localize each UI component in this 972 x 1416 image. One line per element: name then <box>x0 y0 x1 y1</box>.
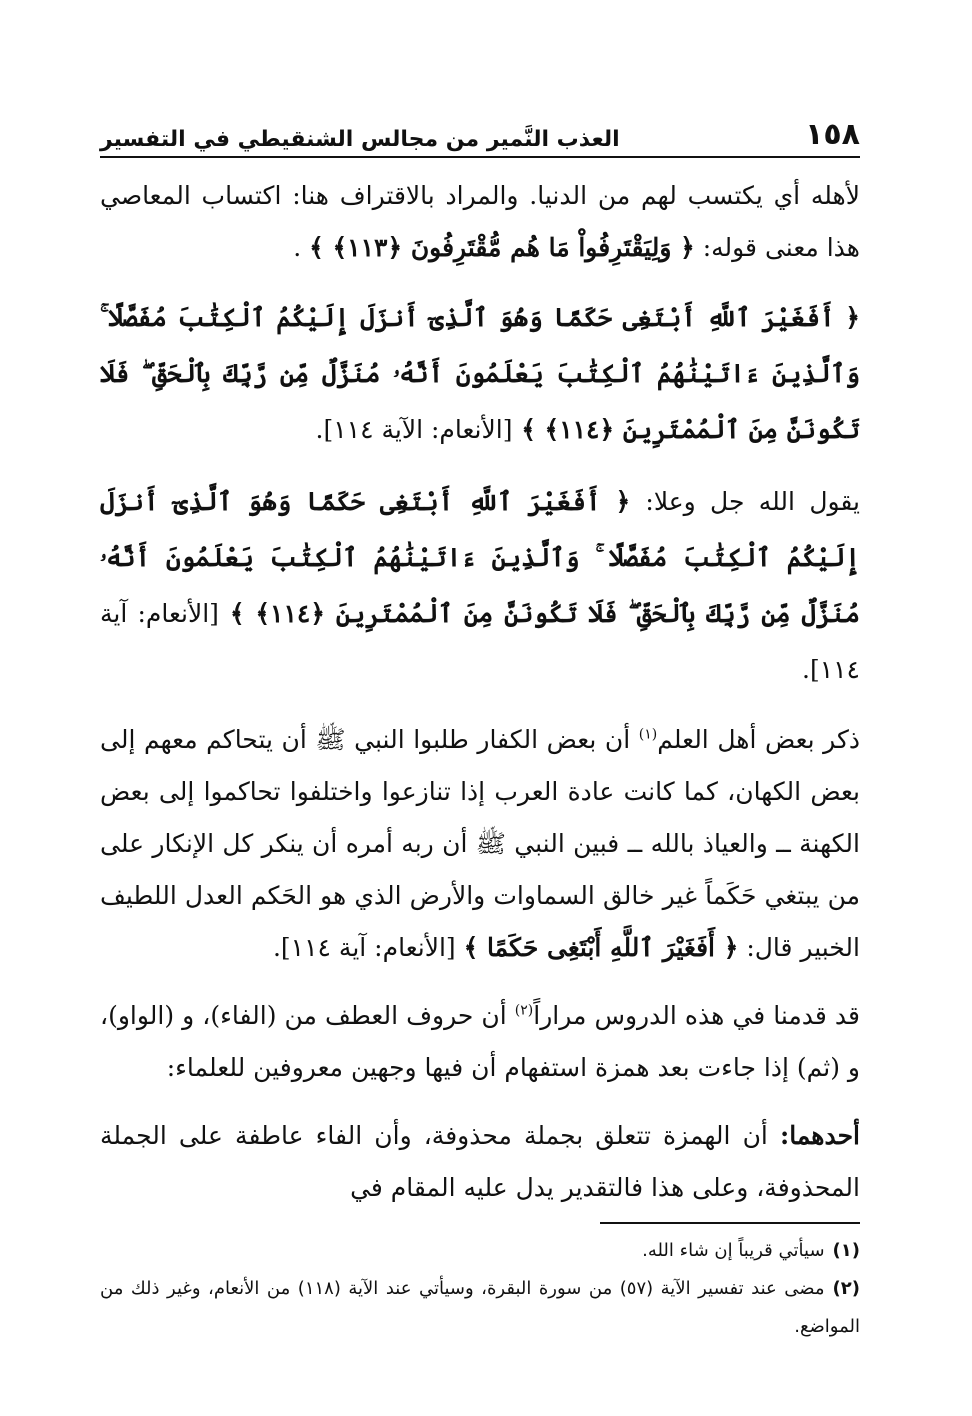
paragraph-4 <box>100 714 860 974</box>
paragraph-6 <box>100 1110 860 1214</box>
running-header <box>100 100 860 158</box>
paragraph-1-end: . <box>293 233 302 262</box>
paragraph-5-text-a: قد قدمنا في هذه الدروس مراراً <box>533 1001 860 1030</box>
paragraph-6-text: أن الهمزة تتعلق بجملة محذوفة، وأن الفاء عاطفة على الجملة المحذوفة، وعلى هذا فالتقدير يدل عليه المقام في <box>100 1121 860 1202</box>
footnote-marker-1[interactable]: (١) <box>638 726 658 743</box>
verse-reference: [الأنعام: الآية ١١٤]. <box>315 415 513 444</box>
footnote-divider <box>600 1222 860 1224</box>
paragraph-3 <box>100 474 860 698</box>
footnotes-section <box>100 1222 860 1346</box>
footnote-2 <box>100 1270 860 1346</box>
quran-verse-fragment: ﴿ أَفَغَيْرَ ٱللَّهِ أَبْتَغِى حَكَمًا ﴾ <box>463 933 739 962</box>
footnote-marker-2[interactable]: (٢) <box>514 1002 534 1019</box>
footnote-1-text: سيأتي قريباً إن شاء الله. <box>642 1240 825 1261</box>
paragraph-5-text-b: أن حروف العطف من (الفاء)، و (الواو)، و (ثم) إذا جاءت بعد همزة استفهام أن فيها وجهين معروفين للعلماء: <box>100 1001 860 1082</box>
paragraph-4-text-b: أن بعض الكفار طلبوا النبي ﷺ أن يتحاكم معهم إلى بعض الكهان، كما كانت عادة العرب إذا تنازعوا واختلفوا تحاكموا إلى بعض الكهنة ــ والعياذ بالله ــ فبين النبي ﷺ أن ربه أمره أن ينكر كل الإنكار على من يبتغي حَكَماً غير خالق السماوات والأرض الذي هو الحَكم العدل اللطيف الخبير قال: <box>100 725 860 962</box>
footnote-2-number: (٢) <box>832 1278 861 1299</box>
footnote-1-number: (١) <box>832 1240 860 1261</box>
verse-reference: [الأنعام: آية ١١٤]. <box>272 933 456 962</box>
paragraph-1 <box>100 170 860 274</box>
page-number: ١٥٨ <box>805 117 860 152</box>
quran-verse-113: ﴿ وَلِيَقْتَرِفُواْ مَا هُم مُّقْتَرِفُونَ ﴿١١٣﴾ ﴾ <box>309 233 695 262</box>
paragraph-3-text: يقول الله جل وعلا: <box>645 487 860 516</box>
footnote-1 <box>100 1232 860 1270</box>
footnote-2-text: مضى عند تفسير الآية (٥٧) من سورة البقرة، وسيأتي عند الآية (١١٨) من الأنعام، وغير ذلك من المواضع. <box>100 1278 860 1337</box>
page-body <box>100 100 860 1214</box>
quran-verse-114-repeat: ﴿ أَفَغَيْرَ ٱللَّهِ أَبْتَغِى حَكَمًا وَهُوَ ٱلَّذِىٓ أَنزَلَ إِلَيْكُمُ ٱلْكِتَٰبَ مُفَصَّلًا ۚ وَٱلَّذِينَ ءَاتَيْنَٰهُمُ ٱلْكِتَٰبَ يَعْلَمُونَ أَنَّهُۥ مُنَزَّلٌ مِّن رَّبِّكَ بِٱلْحَقِّ ۖ فَلَا تَكُونَنَّ مِنَ ٱلْمُمْتَرِينَ ﴿١١٤﴾ ﴾ <box>100 487 860 628</box>
book-title: العذب النَّمير من مجالس الشنقيطي في التفسير <box>100 127 620 152</box>
paragraph-6-lead: أحدهما: <box>779 1121 860 1150</box>
paragraph-1-text: لأهله أي يكتسب لهم من الدنيا. والمراد بالاقتراف هنا: اكتساب المعاصي هذا معنى قوله: <box>100 181 860 262</box>
verse-reference: [الأنعام: آية ١١٤]. <box>100 599 860 684</box>
paragraph-4-text-a: ذكر بعض أهل العلم <box>657 725 861 754</box>
paragraph-2-verse-block <box>100 290 860 458</box>
paragraph-5 <box>100 990 860 1094</box>
quran-verse-114: ﴿ أَفَغَيْرَ ٱللَّهِ أَبْتَغِى حَكَمًا وَهُوَ ٱلَّذِىٓ أَنزَلَ إِلَيْكُمُ ٱلْكِتَٰبَ مُفَصَّلًا ۚ وَٱلَّذِينَ ءَاتَيْنَٰهُمُ ٱلْكِتَٰبَ يَعْلَمُونَ أَنَّهُۥ مُنَزَّلٌ مِّن رَّبِّكَ بِٱلْحَقِّ ۖ فَلَا تَكُونَنَّ مِنَ ٱلْمُمْتَرِينَ ﴿١١٤﴾ ﴾ <box>100 303 860 444</box>
